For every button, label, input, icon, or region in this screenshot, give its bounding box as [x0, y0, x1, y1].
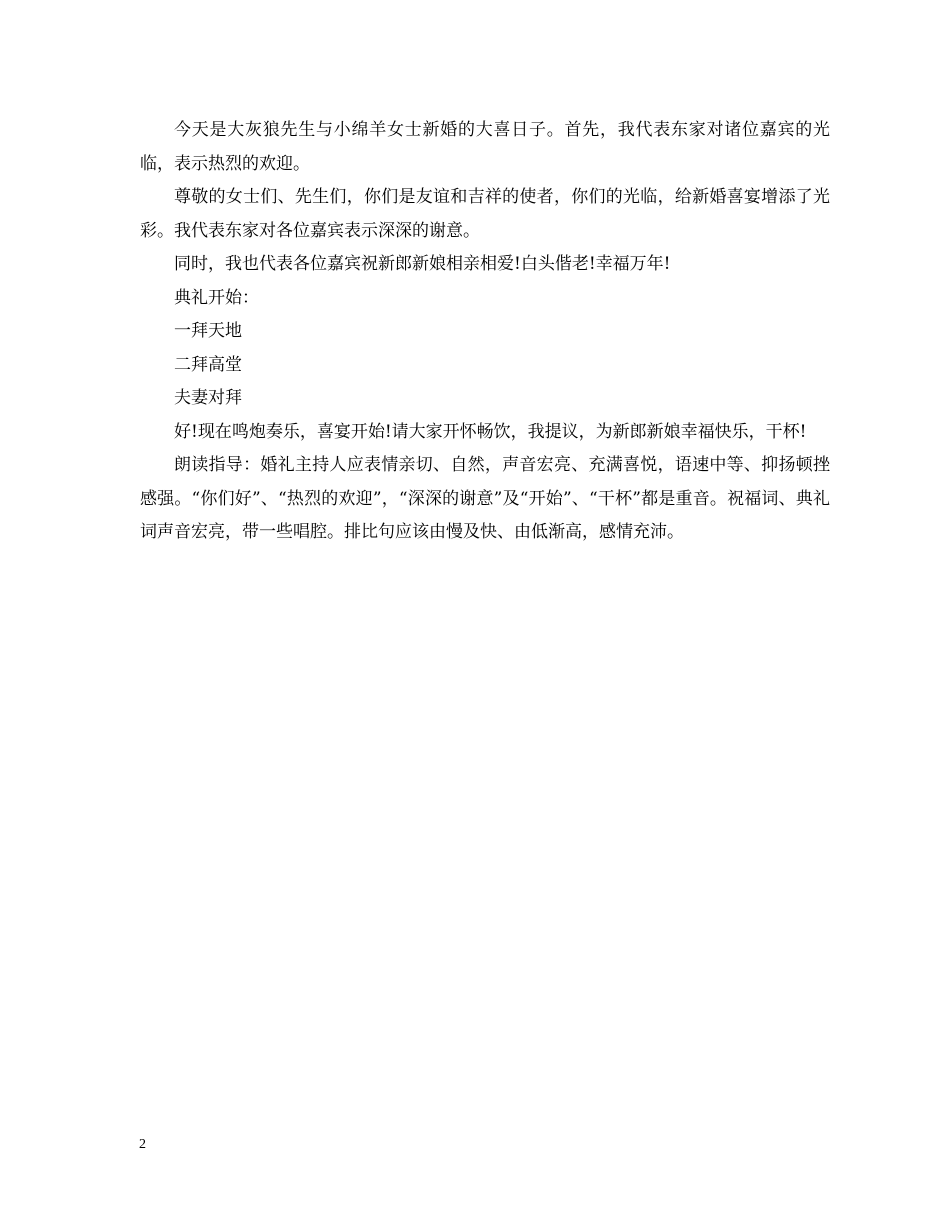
paragraph-thanks: 尊敬的女士们、先生们，你们是友谊和吉祥的使者，你们的光临，给新婚喜宴增添了光彩。我代表东家对各位嘉宾表示深深的谢意。 [140, 187, 830, 241]
paragraph-bow-parents: 二拜高堂 [174, 354, 242, 375]
document-body [140, 114, 830, 550]
page-number: 2 [139, 1137, 146, 1152]
paragraph-welcome: 今天是大灰狼先生与小绵羊女士新婚的大喜日子。首先，我代表东家对诸位嘉宾的光临，表示热烈的欢迎。 [140, 120, 830, 174]
paragraph-reading-guide: 朗读指导：婚礼主持人应表情亲切、自然，声音宏亮、充满喜悦，语速中等、抑扬顿挫感强。“你们好”、“热烈的欢迎”，“深深的谢意”及“开始”、“干杯”都是重音。祝福词、典礼词声音宏亮，带一些唱腔。排比句应该由慢及快、由低渐高，感情充沛。 [140, 455, 830, 542]
paragraph-bow-each-other: 夫妻对拜 [174, 388, 242, 408]
paragraph-bow-heaven-earth: 一拜天地 [174, 321, 242, 341]
paragraph-blessing: 同时，我也代表各位嘉宾祝新郎新娘相亲相爱!白头偕老!幸福万年! [174, 254, 671, 274]
paragraph-toast: 好!现在鸣炮奏乐，喜宴开始!请大家开怀畅饮，我提议，为新郎新娘幸福快乐，干杯! [174, 421, 807, 442]
paragraph-ceremony-start: 典礼开始： [174, 287, 259, 308]
